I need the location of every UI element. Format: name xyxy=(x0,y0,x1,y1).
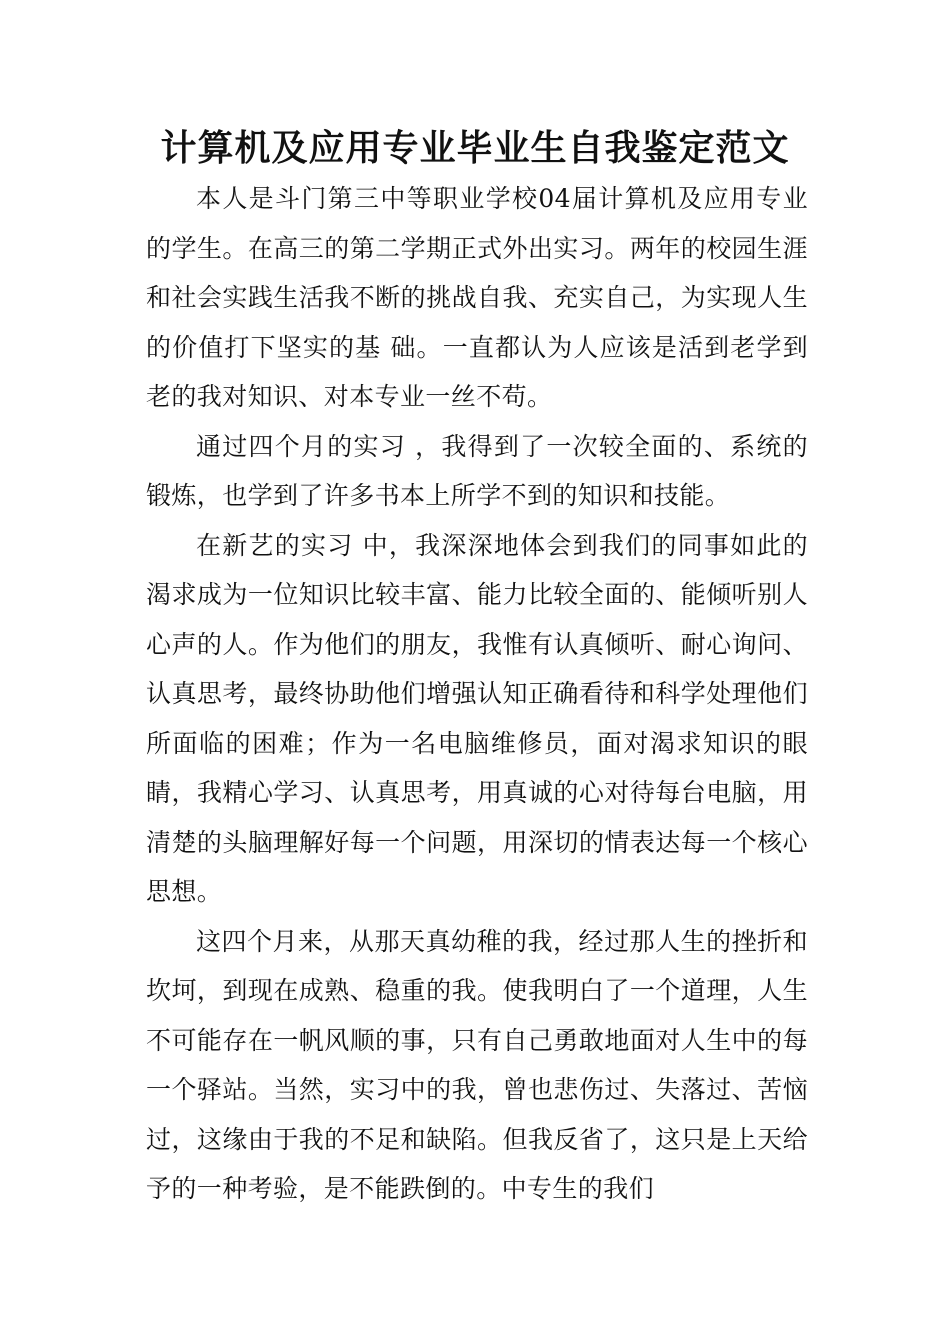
document-body xyxy=(146,174,808,1214)
paragraph-3: 在新艺的实习 中，我深深地体会到我们的同事如此的渴求成为一位知识比较丰富、能力比较全面的、能倾听别人心声的人。作为他们的朋友，我惟有认真倾听、耐心询问、认真思考，最终协助他们增强认知正确看待和科学处理他们所面临的困难；作为一名电脑维修员，面对渴求知识的眼睛，我精心学习、认真思考，用真诚的心对待每台电脑，用清楚的头脑理解好每一个问题，用深切的情表达每一个核心思想。 xyxy=(146,530,808,906)
paragraph-1: 本人是斗门第三中等职业学校04届计算机及应用专业的学生。在高三的第二学期正式外出实习。两年的校园生涯和社会实践生活我不断的挑战自我、充实自己，为实现人生的价值打下坚实的基 础。一直都认为人应该是活到老学到老的我对知识、对本专业一丝不苟。 xyxy=(146,184,808,411)
paragraph-2: 通过四个月的实习 ，我得到了一次较全面的、系统的锻炼，也学到了许多书本上所学不到的知识和技能。 xyxy=(146,431,808,510)
paragraph-4: 这四个月来，从那天真幼稚的我，经过那人生的挫折和坎坷，到现在成熟、稳重的我。使我明白了一个道理，人生不可能存在一帆风顺的事，只有自己勇敢地面对人生中的每一个驿站。当然，实习中的我，曾也悲伤过、失落过、苦恼过，这缘由于我的不足和缺陷。但我反省了，这只是上天给予的一种考验，是不能跌倒的。中专生的我们 xyxy=(146,926,808,1203)
document-title: 计算机及应用专业毕业生自我鉴定范文 xyxy=(160,128,790,169)
